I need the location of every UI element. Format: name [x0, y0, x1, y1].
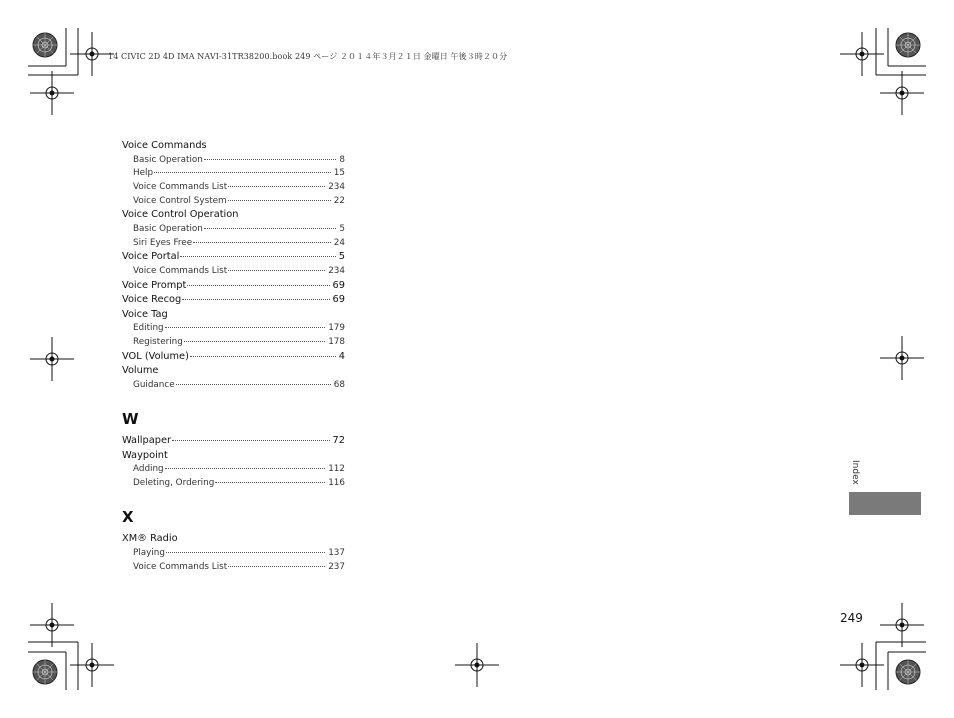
- index-subentry: [122, 336, 345, 350]
- index-subentry: [122, 379, 345, 393]
- entry-page-ref: 116: [328, 478, 345, 489]
- entry-page-ref: 178: [328, 337, 345, 348]
- index-subentry: [122, 167, 345, 181]
- index-entry: [122, 532, 345, 547]
- leader-dots: [228, 269, 325, 271]
- entry-page-ref: 234: [328, 265, 345, 276]
- entry-label: Voice Control Operation: [122, 209, 239, 221]
- entry-page-ref: 22: [333, 195, 345, 206]
- entry-page-ref: 24: [333, 237, 345, 248]
- index-section-w: [122, 434, 345, 491]
- index-subentry: [122, 237, 345, 251]
- leader-dots: [176, 383, 331, 385]
- leader-dots: [228, 565, 325, 567]
- entry-page-ref: 69: [332, 294, 345, 306]
- entry-label: Siri Eyes Free: [133, 237, 193, 248]
- leader-dots: [184, 340, 325, 342]
- entry-label: Deleting, Ordering: [133, 478, 215, 489]
- leader-dots: [165, 326, 326, 328]
- entry-label: Playing: [133, 547, 165, 558]
- index-subentry: [122, 265, 345, 279]
- rosette-mark: [896, 33, 920, 57]
- entry-label: Voice Tag: [122, 308, 168, 320]
- index-section-x: [122, 532, 345, 574]
- index-entry: [122, 350, 345, 365]
- leader-dots: [154, 171, 331, 173]
- index-subentry: [122, 561, 345, 575]
- crosshair-mark: [455, 643, 499, 687]
- index-entry: [122, 434, 345, 449]
- leader-dots: [228, 185, 325, 187]
- rosette-mark: [33, 33, 57, 57]
- index-entry: [122, 449, 345, 464]
- leader-dots: [180, 255, 335, 257]
- entry-page-ref: 234: [328, 181, 345, 192]
- leader-dots: [165, 467, 326, 469]
- entry-label: Help: [133, 168, 154, 179]
- entry-label: Voice Recog: [122, 294, 182, 306]
- entry-label: Voice Commands List: [133, 181, 228, 192]
- entry-page-ref: 4: [338, 350, 345, 362]
- entry-label: XM® Radio: [122, 533, 178, 545]
- entry-label: Voice Commands List: [133, 265, 228, 276]
- leader-dots: [190, 355, 336, 357]
- entry-page-ref: 112: [328, 464, 345, 475]
- crosshair-mark: [70, 643, 114, 687]
- leader-dots: [182, 298, 329, 300]
- section-letter-w: W: [122, 410, 139, 429]
- index-entry: [122, 279, 345, 294]
- print-file-header: 14 CIVIC 2D 4D IMA NAVI-31TR38200.book 249 ページ ２０１４年３月２１日 金曜日 午後３時２０分: [108, 52, 508, 61]
- entry-page-ref: 137: [328, 547, 345, 558]
- entry-label: Basic Operation: [133, 223, 203, 234]
- index-subentry: [122, 195, 345, 209]
- index-side-tab: [849, 492, 921, 515]
- index-entry: [122, 250, 345, 265]
- leader-dots: [228, 199, 331, 201]
- index-subentry: [122, 154, 345, 168]
- index-entry: [122, 308, 345, 323]
- entry-label: Basic Operation: [133, 154, 203, 165]
- crosshair-mark: [840, 643, 884, 687]
- entry-label: Registering: [133, 337, 183, 348]
- entry-label: Wallpaper: [122, 435, 172, 447]
- index-section-v: [122, 139, 345, 393]
- leader-dots: [204, 227, 337, 229]
- entry-label: Adding: [133, 464, 164, 475]
- entry-page-ref: 5: [338, 251, 345, 263]
- entry-page-ref: 72: [332, 435, 345, 447]
- entry-page-ref: 5: [339, 223, 345, 234]
- crosshair-mark: [880, 336, 924, 380]
- leader-dots: [193, 241, 331, 243]
- entry-label: Voice Commands: [122, 140, 207, 151]
- index-entry: [122, 139, 345, 154]
- section-letter-x: X: [122, 508, 134, 527]
- entry-label: Waypoint: [122, 449, 168, 461]
- index-subentry: [122, 322, 345, 336]
- index-entry: [122, 364, 345, 379]
- crosshair-mark: [30, 71, 74, 115]
- index-subentry: [122, 181, 345, 195]
- leader-dots: [172, 439, 330, 441]
- entry-label: Voice Portal: [122, 251, 180, 263]
- index-subentry: [122, 223, 345, 237]
- page-number: 249: [840, 611, 863, 625]
- entry-page-ref: 15: [333, 168, 345, 179]
- leader-dots: [166, 551, 325, 553]
- entry-label: Guidance: [133, 379, 175, 390]
- index-column: [122, 139, 345, 574]
- index-entry: [122, 293, 345, 308]
- crosshair-mark: [30, 603, 74, 647]
- crosshair-mark: [880, 71, 924, 115]
- entry-page-ref: 179: [328, 323, 345, 334]
- entry-label: VOL (Volume): [122, 350, 189, 362]
- crosshair-mark: [30, 337, 74, 381]
- leader-dots: [215, 481, 325, 483]
- crosshair-mark: [880, 603, 924, 647]
- entry-label: Voice Commands List: [133, 561, 228, 572]
- leader-dots: [204, 158, 337, 160]
- entry-page-ref: 237: [328, 561, 345, 572]
- rosette-mark: [33, 660, 57, 684]
- entry-label: Voice Control System: [133, 195, 227, 206]
- rosette-mark: [896, 660, 920, 684]
- index-subentry: [122, 463, 345, 477]
- index-subentry: [122, 547, 345, 561]
- entry-page-ref: 68: [333, 379, 345, 390]
- crosshair-mark: [840, 32, 884, 76]
- entry-page-ref: 69: [332, 279, 345, 291]
- entry-page-ref: 8: [339, 154, 345, 165]
- index-entry: [122, 208, 345, 223]
- side-tab-label: Index: [850, 460, 860, 485]
- entry-label: Volume: [122, 365, 159, 377]
- entry-label: Editing: [133, 323, 164, 334]
- leader-dots: [187, 284, 329, 286]
- entry-label: Voice Prompt: [122, 279, 187, 291]
- index-subentry: [122, 477, 345, 491]
